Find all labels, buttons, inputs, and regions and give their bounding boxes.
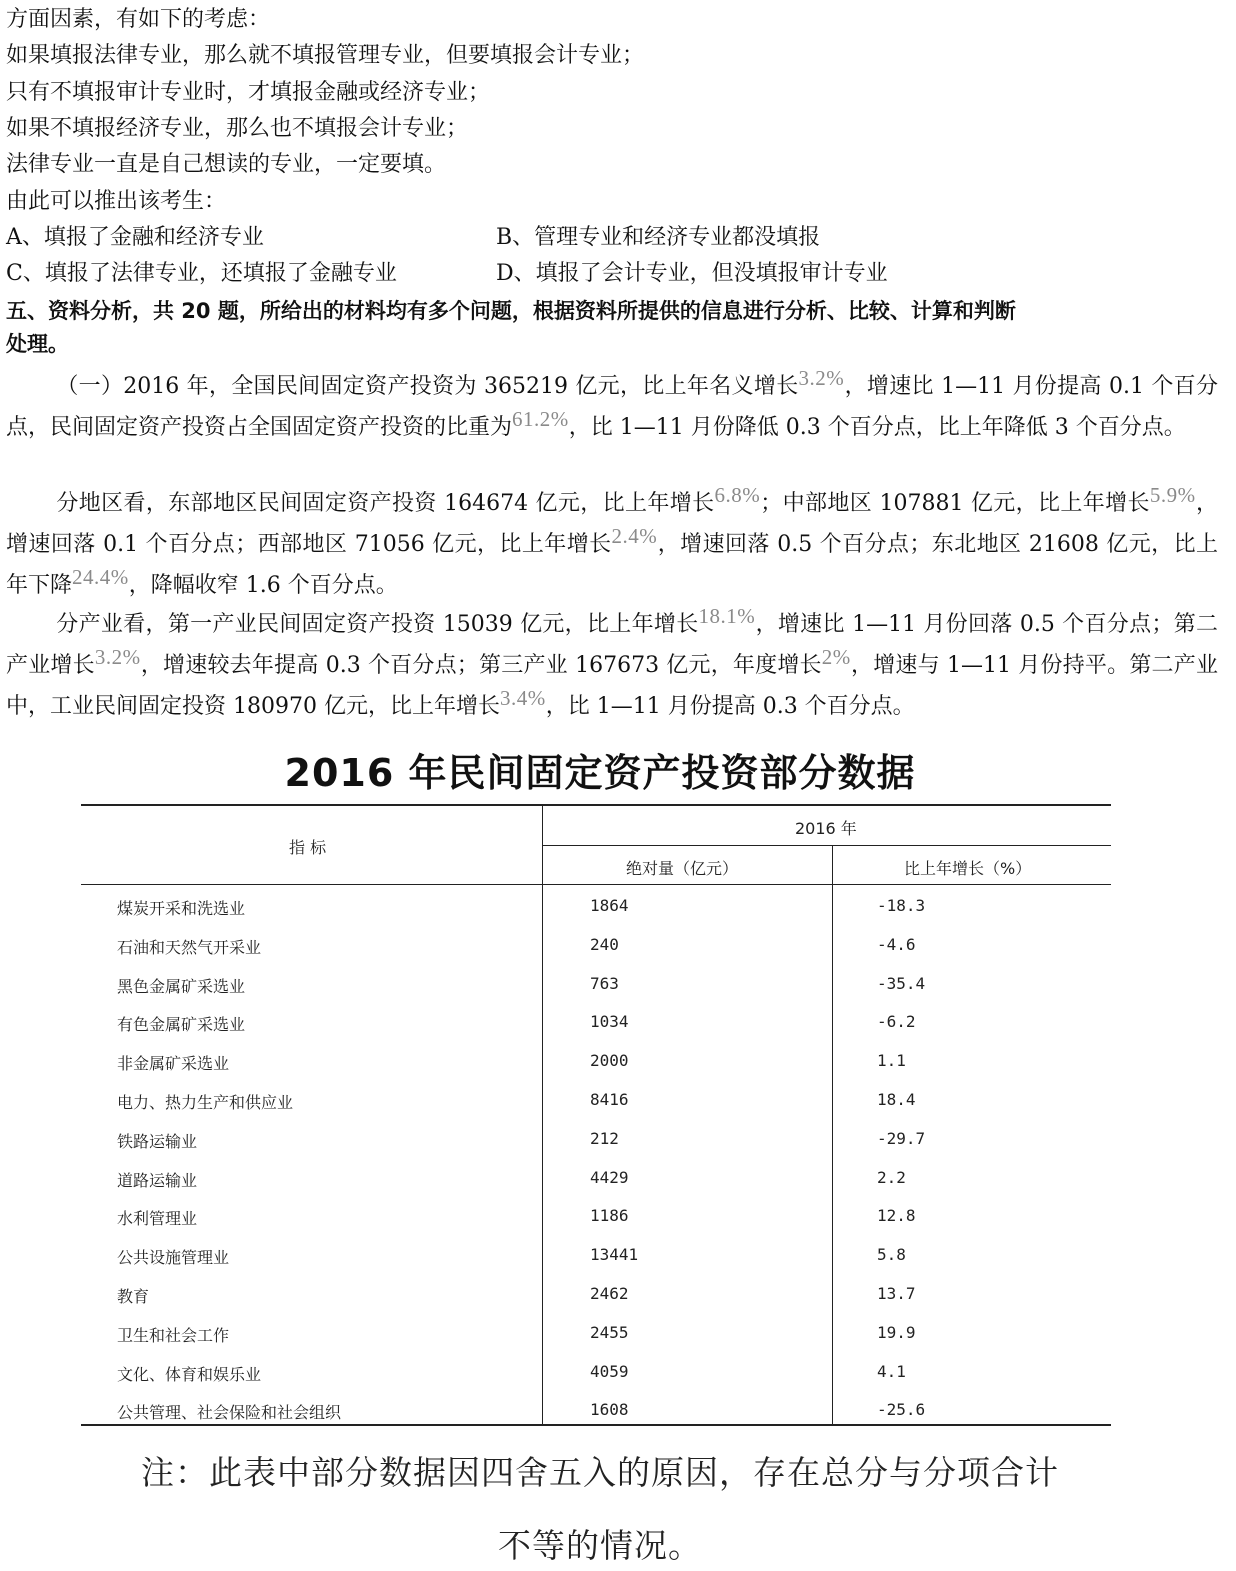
row-indicator: 公共管理、社会保险和社会组织 — [117, 1403, 342, 1422]
intro-line: 由此可以推出该考生： — [6, 189, 227, 214]
para3-text: 分产业看，第一产业民间固定资产投资 15039 亿元，比上年增长 — [56, 612, 699, 637]
row-growth: 5.8 — [877, 1245, 906, 1264]
percent-figure: 18.1% — [698, 604, 756, 628]
header-absolute: 绝对量（亿元） — [626, 859, 739, 878]
percent-figure: 3.2% — [94, 645, 141, 669]
row-absolute: 2000 — [590, 1051, 629, 1070]
para3-text: ，增速与 1—11 月份持平。第二产业中，工业民间固定投资 180970 亿元，比上年增长 — [6, 653, 1218, 719]
row-indicator: 铁路运输业 — [117, 1132, 198, 1151]
percent-figure: 2.4% — [611, 524, 658, 548]
row-absolute: 1186 — [590, 1206, 629, 1225]
percent-figure: 5.9% — [1149, 483, 1196, 507]
table-header-rule — [542, 845, 1111, 846]
row-growth: 2.2 — [877, 1168, 906, 1187]
option-d: D、填报了会计专业，但没填报审计专业 — [496, 261, 888, 286]
row-growth: 13.7 — [877, 1284, 916, 1303]
percent-figure: 24.4% — [72, 565, 129, 589]
row-growth: -25.6 — [877, 1400, 926, 1419]
para2-text: ，降幅收窄 1.6 个百分点。 — [128, 573, 398, 598]
row-absolute: 763 — [590, 974, 619, 993]
row-absolute: 2462 — [590, 1284, 629, 1303]
para2-text: 分地区看，东部地区民间固定资产投资 164674 亿元，比上年增长 — [56, 491, 715, 516]
row-absolute: 1608 — [590, 1400, 629, 1419]
para3-text: ，增速比 1—11 月份回落 0.5 个百分点；第二产业增长 — [6, 612, 1219, 678]
option-a: A、填报了金融和经济专业 — [6, 225, 264, 250]
table-note-cont: 不等的情况。 — [498, 1526, 702, 1565]
row-indicator: 煤炭开采和洗选业 — [117, 899, 246, 918]
row-indicator: 石油和天然气开采业 — [117, 938, 262, 957]
table-bottom-rule — [81, 1424, 1111, 1426]
row-indicator: 公共设施管理业 — [117, 1248, 230, 1267]
row-growth: -35.4 — [877, 974, 926, 993]
percent-figure: 2% — [821, 645, 851, 669]
row-growth: 12.8 — [877, 1206, 916, 1225]
table-top-rule — [81, 804, 1111, 806]
row-indicator: 卫生和社会工作 — [117, 1326, 230, 1345]
intro-line: 如果填报法律专业，那么就不填报管理专业，但要填报会计专业； — [6, 43, 645, 68]
row-growth: -29.7 — [877, 1129, 926, 1148]
row-absolute: 1864 — [590, 896, 629, 915]
row-indicator: 有色金属矿采选业 — [117, 1015, 246, 1034]
row-indicator: 水利管理业 — [117, 1209, 198, 1228]
row-growth: -6.2 — [877, 1012, 916, 1031]
intro-line: 只有不填报审计专业时，才填报金融或经济专业； — [6, 80, 491, 105]
para2-text: ，增速回落 0.5 个百分点；东北地区 21608 亿元，比上年下降 — [6, 532, 1218, 598]
header-year: 2016 年 — [795, 819, 857, 838]
option-b: B、管理专业和经济专业都没填报 — [496, 225, 821, 250]
table-header-bottom-rule — [81, 884, 1111, 885]
section-heading: 五、资料分析，共 20 题，所给出的材料均有多个问题，根据资料所提供的信息进行分析、比较、计算和判断 — [6, 299, 1016, 323]
row-growth: 18.4 — [877, 1090, 916, 1109]
para1-text: ，增速比 1—11 月份提高 0.1 个百分点，民间固定资产投资占全国固定资产投资的比重为 — [6, 374, 1218, 440]
para2-text: ，增速回落 0.1 个百分点；西部地区 71056 亿元，比上年增长 — [6, 491, 1218, 557]
percent-figure: 3.4% — [499, 686, 546, 710]
para1-text: （一）2016 年，全国民间固定资产投资为 365219 亿元，比上年名义增长 — [56, 374, 799, 399]
row-indicator: 黑色金属矿采选业 — [117, 977, 246, 996]
intro-line: 法律专业一直是自己想读的专业，一定要填。 — [6, 152, 447, 177]
header-indicator: 指 标 — [289, 838, 327, 857]
row-indicator: 文化、体育和娱乐业 — [117, 1365, 262, 1384]
table-col-divider — [832, 845, 833, 1425]
row-absolute: 240 — [590, 935, 619, 954]
paragraph-1 — [6, 366, 1218, 448]
percent-figure: 3.2% — [798, 366, 845, 390]
para1-text: ，比 1—11 月份降低 0.3 个百分点，比上年降低 3 个百分点。 — [568, 415, 1186, 440]
intro-line: 如果不填报经济专业，那么也不填报会计专业； — [6, 116, 469, 141]
row-growth: 1.1 — [877, 1051, 906, 1070]
row-growth: -4.6 — [877, 935, 916, 954]
row-absolute: 1034 — [590, 1012, 629, 1031]
table-note: 注：此表中部分数据因四舍五入的原因，存在总分与分项合计 — [141, 1453, 1059, 1492]
data-table — [81, 804, 1111, 1429]
row-absolute: 8416 — [590, 1090, 629, 1109]
para3-text: ，增速较去年提高 0.3 个百分点；第三产业 167673 亿元，年度增长 — [140, 653, 822, 678]
paragraph-3 — [6, 604, 1218, 727]
row-indicator: 非金属矿采选业 — [117, 1054, 230, 1073]
row-absolute: 4429 — [590, 1168, 629, 1187]
row-indicator: 教育 — [117, 1287, 150, 1306]
percent-figure: 61.2% — [512, 407, 569, 431]
option-c: C、填报了法律专业，还填报了金融专业 — [6, 261, 397, 286]
row-absolute: 4059 — [590, 1362, 629, 1381]
para3-text: ，比 1—11 月份提高 0.3 个百分点。 — [545, 694, 915, 719]
row-indicator: 电力、热力生产和供应业 — [117, 1093, 294, 1112]
row-growth: -18.3 — [877, 896, 926, 915]
row-indicator: 道路运输业 — [117, 1171, 198, 1190]
row-growth: 4.1 — [877, 1362, 906, 1381]
section-heading-cont: 处理。 — [6, 332, 69, 356]
row-absolute: 2455 — [590, 1323, 629, 1342]
row-absolute: 212 — [590, 1129, 619, 1148]
header-growth: 比上年增长（%） — [904, 859, 1032, 878]
paragraph-2 — [6, 483, 1218, 606]
para2-text: ；中部地区 107881 亿元，比上年增长 — [760, 491, 1150, 516]
row-growth: 19.9 — [877, 1323, 916, 1342]
table-title: 2016 年民间固定资产投资部分数据 — [284, 751, 916, 795]
percent-figure: 6.8% — [714, 483, 761, 507]
row-absolute: 13441 — [590, 1245, 639, 1264]
table-col-divider — [542, 804, 543, 1425]
intro-line: 方面因素，有如下的考虑： — [6, 7, 271, 32]
